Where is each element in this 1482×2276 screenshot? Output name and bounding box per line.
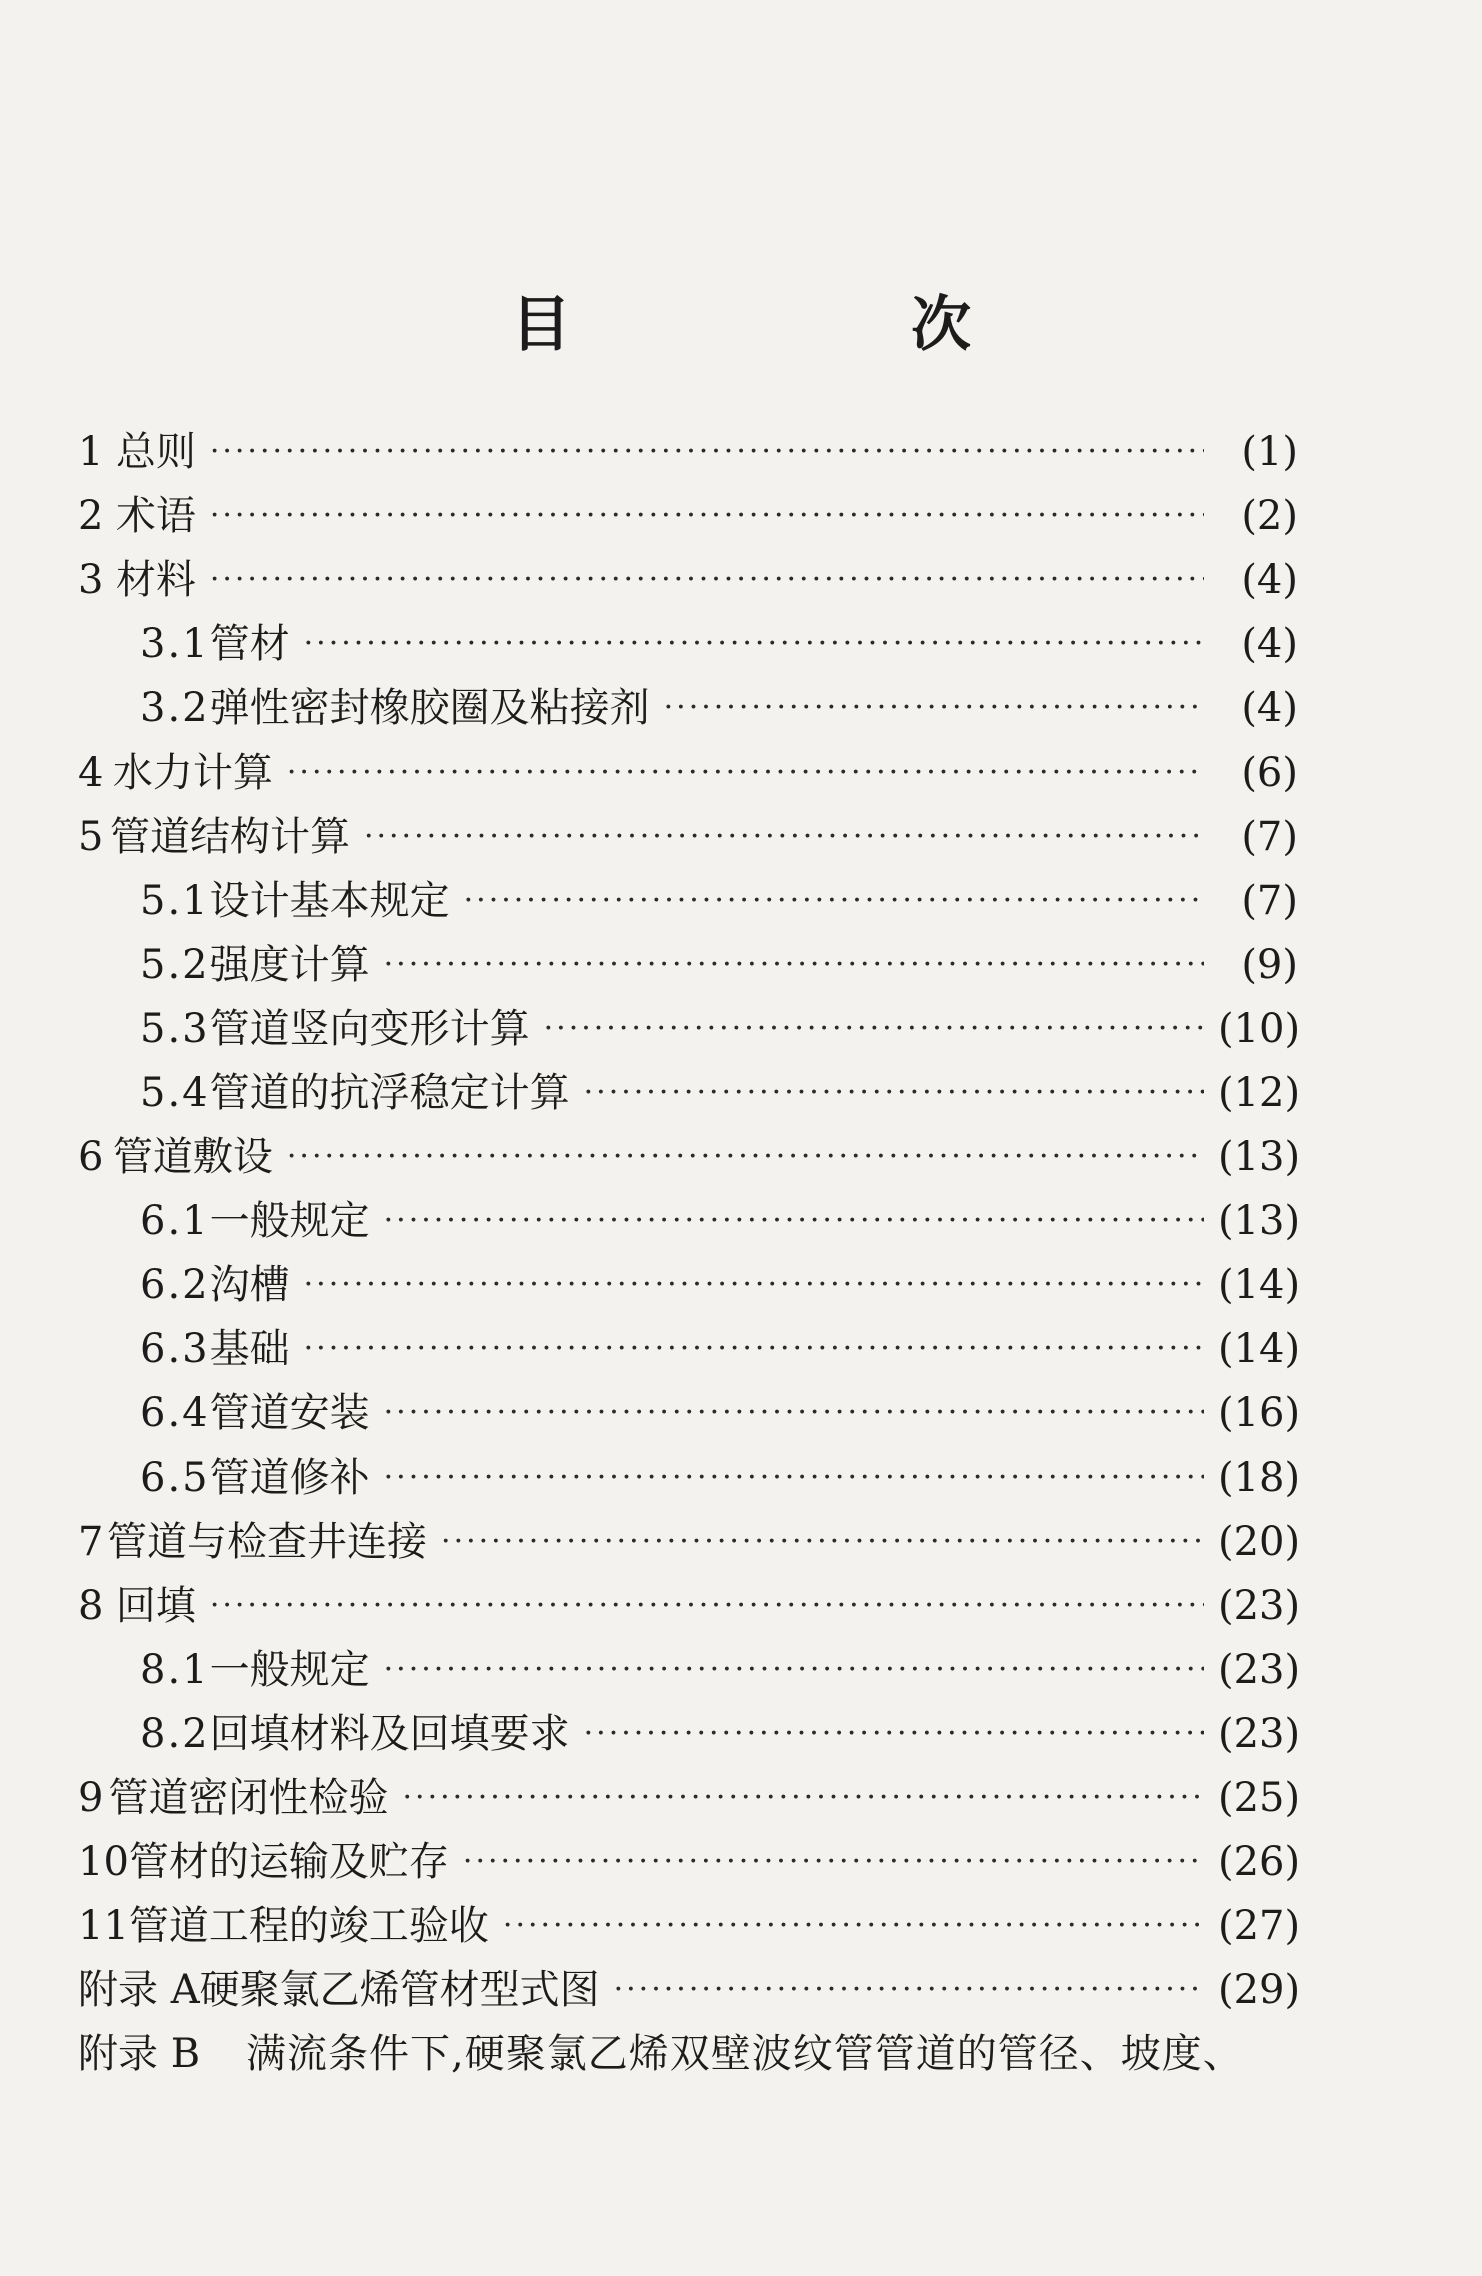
dot-leader: [364, 805, 1204, 869]
page-title: 目 次: [511, 290, 1111, 360]
entry-page: (16): [1218, 1390, 1301, 1437]
toc-entry: [78, 1253, 1301, 1317]
entry-page: (4): [1241, 621, 1298, 668]
toc-entry: [78, 997, 1301, 1061]
entry-page: (14): [1218, 1326, 1301, 1373]
toc-entry: [78, 1510, 1301, 1574]
entry-number: 4: [78, 749, 104, 796]
toc-entry: [78, 420, 1298, 484]
entry-page: (4): [1241, 557, 1298, 604]
toc-entry: [78, 612, 1298, 676]
entry-title: 管道密闭性检验: [108, 1775, 389, 1822]
dot-leader: [584, 1702, 1204, 1766]
entry-title: 管材的运输及贮存: [128, 1839, 449, 1886]
entry-number: 5.4: [140, 1069, 210, 1116]
dot-leader: [304, 612, 1204, 676]
entry-title: 满流条件下,硬聚氯乙烯双壁波纹管管道的管径、坡度、: [246, 2031, 1244, 2078]
entry-page: (2): [1241, 493, 1298, 540]
entry-title: 强度计算: [209, 941, 370, 988]
dot-leader: [503, 1894, 1204, 1958]
entry-title: 管材: [209, 621, 290, 668]
entry-number: 6.1: [140, 1198, 210, 1245]
dot-leader: [384, 1638, 1204, 1702]
toc-entry: [78, 740, 1298, 804]
dot-leader: [384, 1381, 1204, 1445]
toc-entry: [78, 1958, 1301, 2022]
dot-leader: [210, 548, 1204, 612]
toc-entry: [78, 1766, 1301, 1830]
entry-title: 弹性密封橡胶圈及粘接剂: [209, 685, 650, 732]
entry-page: (7): [1241, 813, 1298, 860]
dot-leader: [384, 1189, 1204, 1253]
entry-title: 管道敷设: [112, 1134, 273, 1181]
dot-leader: [614, 1958, 1204, 2022]
entry-page: (23): [1218, 1710, 1301, 1757]
entry-number: 6.5: [140, 1454, 210, 1501]
toc-list: [78, 420, 1301, 2086]
toc-entry: [78, 869, 1298, 933]
toc-entry: [78, 1830, 1301, 1894]
entry-title: 管道竖向变形计算: [209, 1005, 530, 1052]
entry-number: 3.1: [140, 621, 210, 668]
entry-page: (23): [1218, 1646, 1301, 1693]
entry-page: (7): [1241, 877, 1298, 924]
entry-number: 附录 A: [78, 1967, 200, 2014]
entry-number: 6.3: [140, 1326, 210, 1373]
entry-title: 总则: [115, 429, 196, 476]
entry-number: 7: [78, 1518, 104, 1565]
dot-leader: [664, 676, 1204, 740]
entry-page: (13): [1218, 1134, 1301, 1181]
toc-entry: [78, 2022, 1298, 2086]
toc-entry: [78, 1638, 1301, 1702]
entry-title: 管道结构计算: [109, 813, 350, 860]
dot-leader: [210, 420, 1204, 484]
dot-leader: [287, 741, 1204, 805]
entry-number: 5.1: [140, 877, 210, 924]
entry-page: (9): [1241, 941, 1298, 988]
toc-entry: [78, 548, 1298, 612]
entry-page: (27): [1218, 1903, 1301, 1950]
toc-entry: [78, 1702, 1301, 1766]
entry-number: 5: [78, 813, 104, 860]
entry-number: 8.1: [140, 1646, 210, 1693]
entry-number: 6.4: [140, 1390, 210, 1437]
entry-title: 水力计算: [112, 749, 273, 796]
dot-leader: [544, 997, 1204, 1061]
entry-number: 3: [78, 557, 104, 604]
toc-entry: [78, 676, 1298, 740]
entry-page: (25): [1218, 1775, 1301, 1822]
dot-leader: [304, 1253, 1204, 1317]
entry-number: 8: [78, 1582, 104, 1629]
entry-title: 设计基本规定: [209, 877, 450, 924]
entry-number: 11: [78, 1903, 129, 1950]
toc-entry: [78, 1381, 1301, 1445]
toc-entry: [78, 933, 1298, 997]
dot-leader: [384, 1446, 1204, 1510]
entry-title: 管道修补: [209, 1454, 370, 1501]
entry-number: 3.2: [140, 685, 210, 732]
entry-page: (12): [1218, 1069, 1301, 1116]
entry-title: 术语: [115, 493, 196, 540]
entry-title: 一般规定: [209, 1646, 370, 1693]
entry-title: 材料: [115, 557, 196, 604]
toc-entry: [78, 1189, 1301, 1253]
entry-title: 沟槽: [209, 1262, 290, 1309]
entry-number: 8.2: [140, 1710, 210, 1757]
entry-page: (1): [1241, 429, 1298, 476]
entry-title: 管道的抗浮稳定计算: [209, 1069, 570, 1116]
entry-number: 附录 B: [78, 2031, 201, 2078]
entry-title: 基础: [209, 1326, 290, 1373]
entry-number: 1: [78, 429, 104, 476]
entry-page: (6): [1241, 749, 1298, 796]
entry-page: (18): [1218, 1454, 1301, 1501]
toc-entry: [78, 484, 1298, 548]
entry-number: 6.2: [140, 1262, 210, 1309]
entry-number: 5.2: [140, 941, 210, 988]
entry-page: (23): [1218, 1582, 1301, 1629]
entry-number: 10: [78, 1839, 129, 1886]
toc-entry: [78, 805, 1298, 869]
entry-page: (4): [1241, 685, 1298, 732]
dot-leader: [464, 869, 1204, 933]
toc-entry: [78, 1061, 1301, 1125]
dot-leader: [584, 1061, 1204, 1125]
dot-leader: [463, 1830, 1204, 1894]
entry-number: 9: [78, 1775, 104, 1822]
dot-leader: [441, 1510, 1204, 1574]
entry-page: (14): [1218, 1262, 1301, 1309]
toc-entry: [78, 1894, 1301, 1958]
entry-title: 回填: [115, 1582, 196, 1629]
dot-leader: [287, 1125, 1204, 1189]
entry-page: (13): [1218, 1198, 1301, 1245]
entry-title: 回填材料及回填要求: [209, 1710, 570, 1757]
entry-page: (10): [1218, 1005, 1301, 1052]
toc-entry: [78, 1446, 1301, 1510]
entry-number: 5.3: [140, 1005, 210, 1052]
entry-page: (26): [1218, 1839, 1301, 1886]
entry-page: (29): [1218, 1967, 1301, 2014]
dot-leader: [210, 484, 1204, 548]
entry-number: 6: [78, 1134, 104, 1181]
entry-number: 2: [78, 493, 104, 540]
entry-title: 管道与检查井连接: [107, 1518, 428, 1565]
toc-entry: [78, 1574, 1301, 1638]
dot-leader: [384, 933, 1204, 997]
entry-title: 管道安装: [209, 1390, 370, 1437]
entry-title: 管道工程的竣工验收: [128, 1903, 489, 1950]
entry-title: 一般规定: [209, 1198, 370, 1245]
entry-title: 硬聚氯乙烯管材型式图: [199, 1967, 600, 2014]
toc-entry: [78, 1125, 1301, 1189]
dot-leader: [403, 1766, 1205, 1830]
entry-page: (20): [1218, 1518, 1301, 1565]
toc-entry: [78, 1317, 1301, 1381]
dot-leader: [210, 1574, 1204, 1638]
dot-leader: [304, 1317, 1204, 1381]
